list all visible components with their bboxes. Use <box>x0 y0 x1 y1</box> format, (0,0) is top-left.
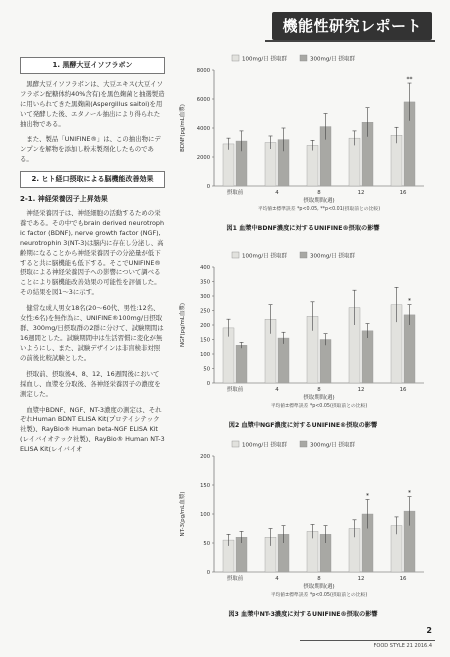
paragraph-5: 摂取前、摂取後4、8、12、16週間後において採血し、血漿を分取後、各神経栄養因子の濃度を測定した。 <box>20 369 161 398</box>
y-tick-label: 150 <box>200 483 210 489</box>
x-axis-label: 摂取期間(週) <box>303 395 335 401</box>
bar <box>307 145 318 186</box>
figure-note: 平均値±標準誤差 *p<0.05(摂取前との比較) <box>270 593 368 598</box>
y-tick-label: 4000 <box>196 126 210 132</box>
x-tick-label: 8 <box>317 387 321 393</box>
figure-1 <box>172 50 434 232</box>
x-tick-label: 4 <box>275 387 279 393</box>
legend-label: 100mg/日 摂取群 <box>242 253 287 260</box>
figure-3 <box>172 436 434 618</box>
x-tick-label: 4 <box>275 576 279 582</box>
y-tick-label: 50 <box>203 366 210 373</box>
bar <box>236 345 247 383</box>
legend-swatch <box>232 441 239 447</box>
x-tick-label: 摂取前 <box>226 387 244 393</box>
x-tick-label: 8 <box>317 190 321 196</box>
ngf-chart <box>172 247 434 419</box>
legend-label: 100mg/日 摂取群 <box>242 56 287 63</box>
x-tick-label: 16 <box>399 576 407 582</box>
y-tick-label: 200 <box>200 323 210 329</box>
legend-label: 300mg/日 摂取群 <box>310 253 355 260</box>
y-tick-label: 400 <box>200 265 210 271</box>
paragraph-1: 黒酵大豆イソフラボンは、大豆エキス(大豆イソフラボン配糖体約40%含有)を黒色麹菌と抽選製造に用いられてきた黒麹菌(Aspergillus saitoi)を用いて発酵した後、エタノール抽出により得られた抽出物である。 <box>20 79 165 128</box>
y-tick-label: 6000 <box>196 97 210 103</box>
x-tick-label: 4 <box>275 190 279 196</box>
bar <box>404 315 415 383</box>
significance-mark: * <box>408 297 411 305</box>
x-axis-label: 摂取期間(週) <box>303 584 335 590</box>
y-tick-label: 350 <box>200 279 210 286</box>
y-tick-label: 100 <box>200 352 210 358</box>
legend-swatch <box>232 55 239 61</box>
legend-label: 300mg/日 摂取群 <box>310 442 355 449</box>
bar <box>278 338 289 383</box>
y-tick-label: 50 <box>203 541 210 547</box>
paragraph-3: 神経栄養因子は、神経細胞の活動するための栄養である。その中でもbrain derived neurotrophic factor (BDNF), nerve growth factor (NGF), neurotrophin 3(NT-3)は脳内に存在し分泌し、高齢期になることから神経栄養因子の分泌量が低下すると共に脳機能も低下する。そこでUNIFINE®摂取による神経栄養因子への影響について調べることにより脳機能改善効果の可能性を評価した。その結果を図1〜3に示す。 <box>20 208 164 297</box>
figure-3-caption: 図3 血漿中NT-3濃度に対するUNIFINE®摂取の影響 <box>228 611 378 618</box>
legend-swatch <box>300 441 307 447</box>
significance-mark: * <box>366 492 369 500</box>
figure-2 <box>172 247 434 429</box>
figure-note: 平均値±標準誤差 *p<0.05(摂取前との比較) <box>270 404 368 409</box>
x-tick-label: 16 <box>399 387 407 393</box>
footer-rule <box>300 640 435 641</box>
legend-label: 100mg/日 摂取群 <box>242 442 287 449</box>
y-axis-label: BDNF(pg/mL血漿) <box>180 104 186 152</box>
left-column <box>20 55 165 461</box>
page-number: 2 <box>426 626 432 635</box>
x-tick-label: 摂取前 <box>226 190 244 196</box>
legend-swatch <box>232 252 239 258</box>
nt3-chart <box>172 436 434 608</box>
y-tick-label: 250 <box>200 308 210 315</box>
paragraph-2: また、製品「UNIFINE®」は、この抽出物にデンプンを解物を添加し粉末製剤化したものである。 <box>20 135 161 164</box>
section-1-title: 1. 黒酵大豆イソフラボン <box>20 57 165 74</box>
y-tick-label: 150 <box>200 337 210 344</box>
y-tick-label: 0 <box>206 184 210 190</box>
header-rule <box>265 40 435 42</box>
legend-swatch <box>300 55 307 61</box>
paragraph-4: 健常な成人男女18名(20〜60代、男性:12名、女性:6名)を無作為に、UNIFINE®100mg/日摂取群、300mg/日摂取群の2群に分けて、試験期間は16週間とした。試験期間中は生活習慣に変化が無いようにし、また、試験デザインは非盲検非対照の前後比較試験とした。 <box>20 304 164 362</box>
x-tick-label: 12 <box>357 387 365 393</box>
bar <box>362 331 373 383</box>
y-axis-label: NGF(pg/mL血漿) <box>180 302 186 348</box>
y-tick-label: 0 <box>206 381 210 387</box>
section-2-title: 2. ヒト経口摂取による脳機能改善効果 <box>20 171 165 188</box>
y-tick-label: 100 <box>200 512 210 518</box>
subsection-title: 2-1. 神経栄養因子上昇効果 <box>20 195 108 204</box>
bdnf-chart <box>172 50 434 222</box>
y-tick-label: 2000 <box>196 155 210 161</box>
figure-1-caption: 図1 血漿中BDNF濃度に対するUNIFINE®摂取の影響 <box>226 225 380 232</box>
paragraph-6: 血漿中BDNF、NGF、NT-3濃度の測定は、それぞれHuman BDNT ELISA Kit(プロテイシテック社製)、RayBio® Human beta-NGF ELISA Kit(レイバイオテック社製)、RayBio® Human NT-3 ELISA Kit(レイバイオ <box>20 405 165 454</box>
figure-note: 平均値±標準誤差 *p<0.05, **p<0.01(摂取前との比較) <box>257 207 381 212</box>
footer-text: FOOD STYLE 21 2016.4 <box>373 643 432 649</box>
y-axis-label: NT-3(pg/mL血漿) <box>180 491 186 537</box>
x-tick-label: 12 <box>357 190 365 196</box>
header-title: 機能性研究レポート <box>272 12 432 40</box>
legend-swatch <box>300 252 307 258</box>
bar <box>320 340 331 384</box>
y-tick-label: 200 <box>200 454 210 460</box>
y-tick-label: 300 <box>200 294 210 300</box>
x-tick-label: 12 <box>357 576 365 582</box>
x-tick-label: 摂取前 <box>226 576 244 582</box>
y-tick-label: 0 <box>206 570 210 576</box>
bar <box>223 144 234 186</box>
figure-2-caption: 図2 血漿中NGF濃度に対するUNIFINE®摂取の影響 <box>228 422 378 429</box>
x-axis-label: 摂取期間(週) <box>303 198 335 204</box>
significance-mark: * <box>408 489 411 497</box>
x-tick-label: 8 <box>317 576 321 582</box>
y-tick-label: 8000 <box>196 68 210 74</box>
x-tick-label: 16 <box>399 190 407 196</box>
legend-label: 300mg/日 摂取群 <box>310 56 355 63</box>
significance-mark: ** <box>406 76 413 84</box>
